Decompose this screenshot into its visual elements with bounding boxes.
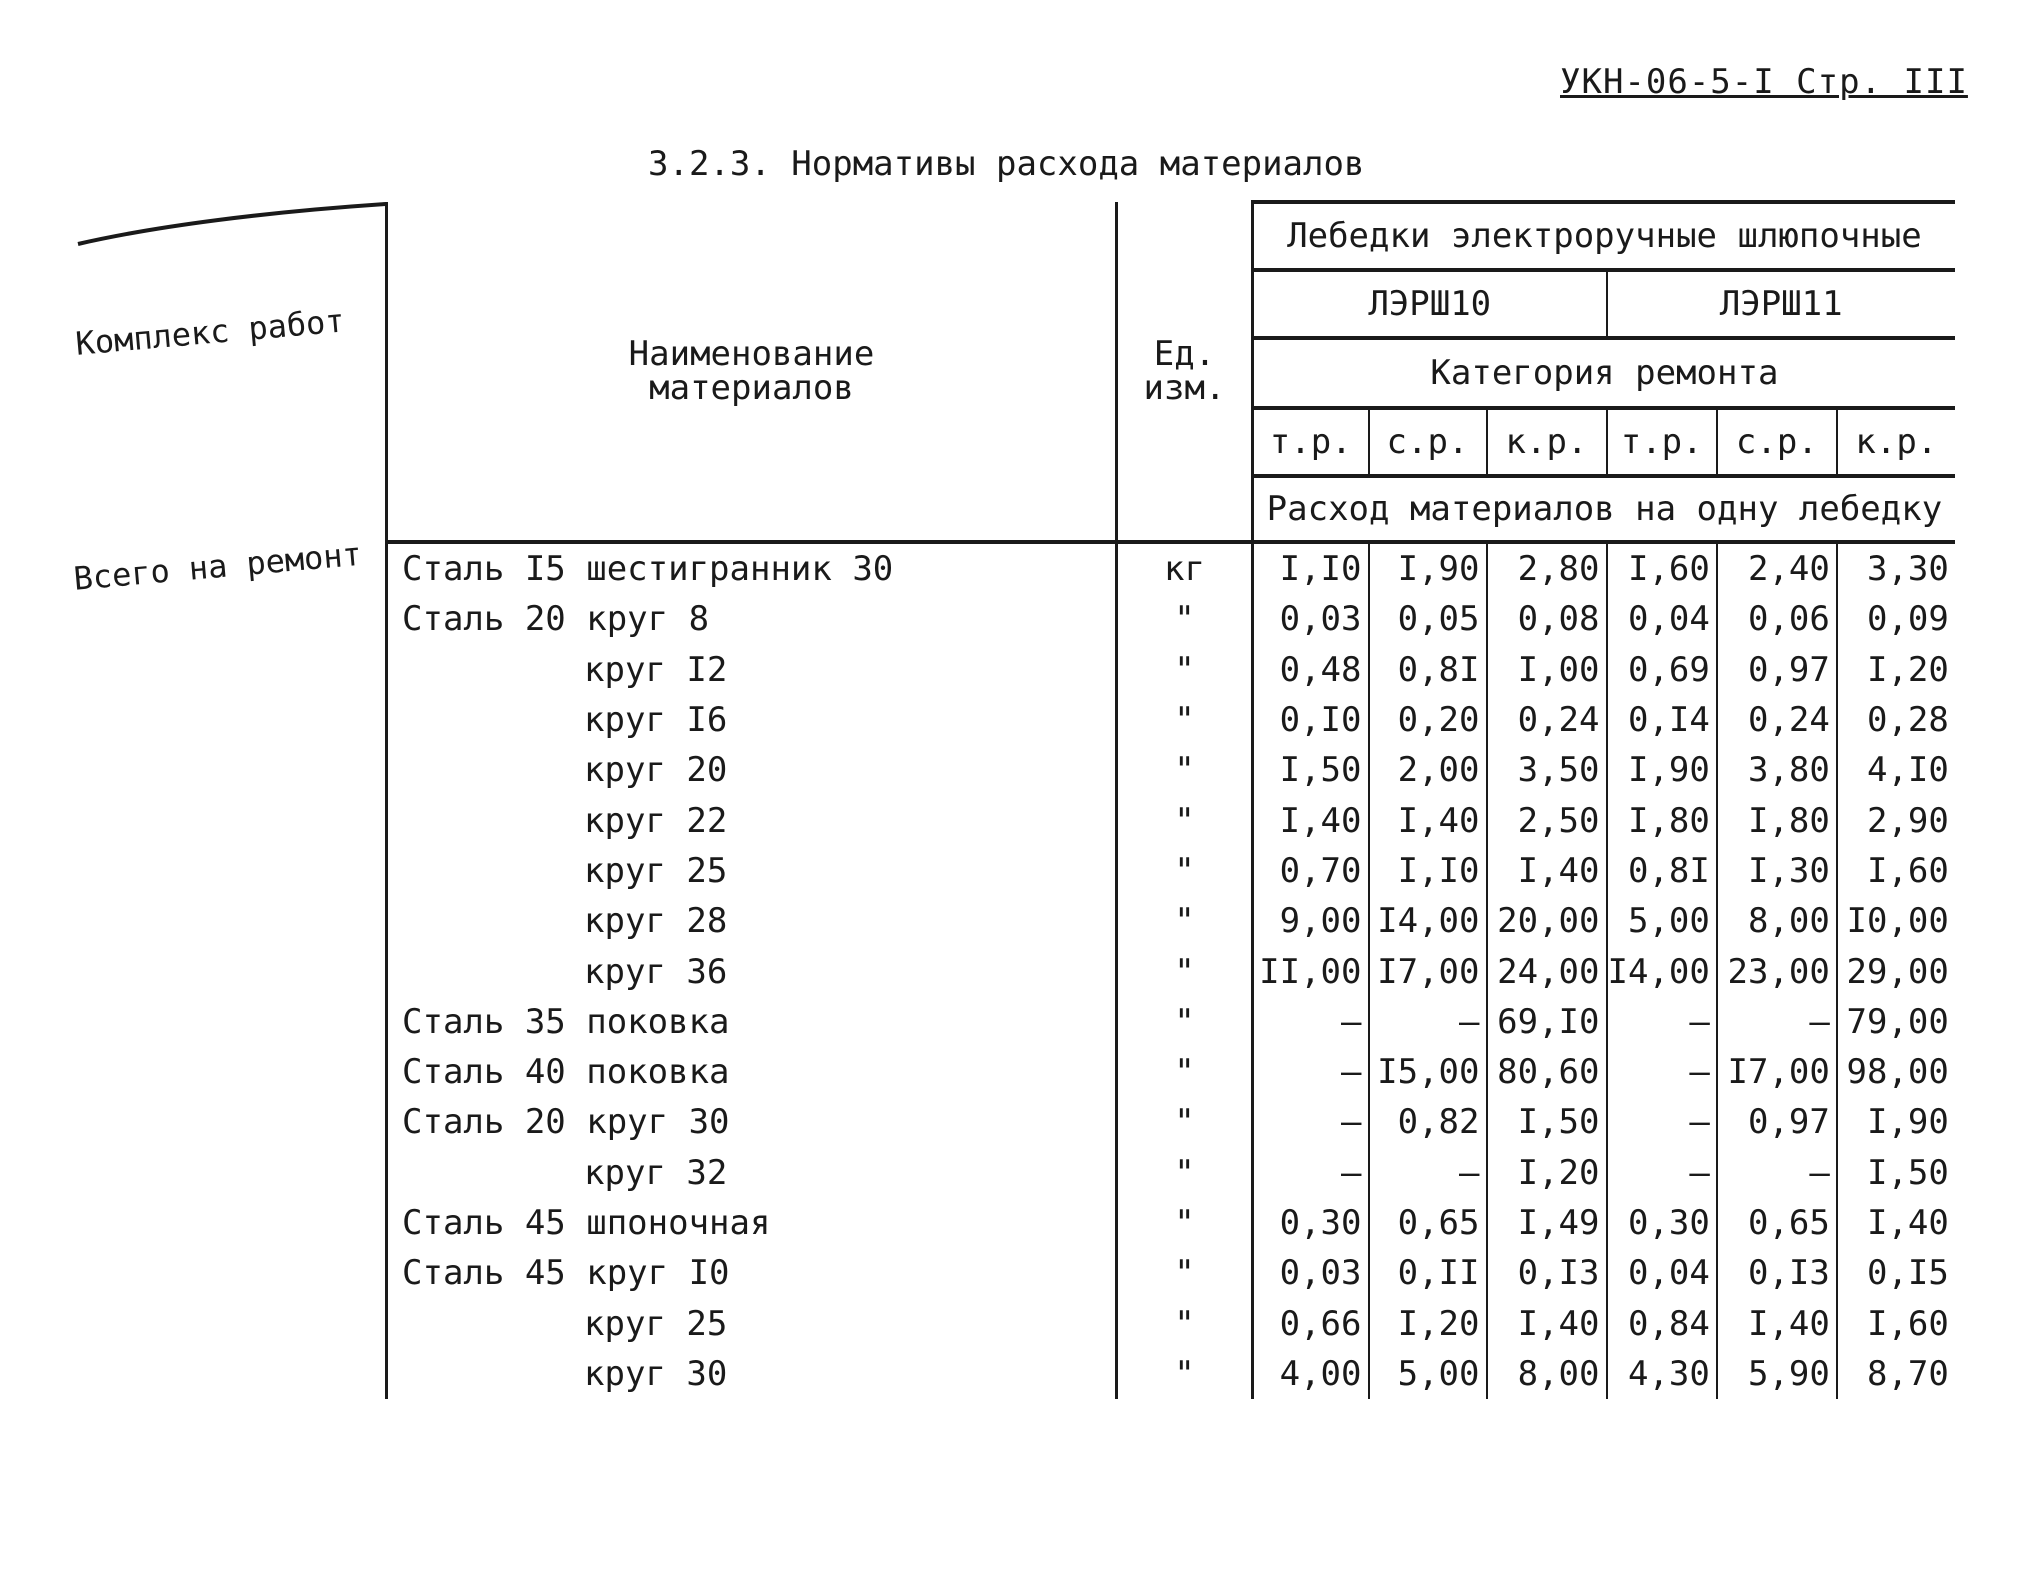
value-cell: I,I0 (1253, 542, 1369, 594)
value-cell: 23,00 (1717, 946, 1837, 996)
materials-consumption-table (385, 200, 1955, 1399)
value-cell: I,90 (1837, 1097, 1955, 1147)
value-cell: I,40 (1253, 795, 1369, 845)
value-cell: I,20 (1369, 1298, 1487, 1348)
value-cell: 0,69 (1607, 645, 1717, 695)
table-row (387, 846, 1955, 896)
value-cell: 0,65 (1717, 1198, 1837, 1248)
value-cell: 98,00 (1837, 1047, 1955, 1097)
value-cell: 2,80 (1487, 542, 1607, 594)
model-lersh11-header: ЛЭРШ11 (1607, 270, 1955, 338)
value-cell: I,90 (1369, 542, 1487, 594)
table-row (387, 745, 1955, 795)
document-title: 3.2.3. Нормативы расхода материалов (648, 144, 1365, 184)
value-cell: I,80 (1717, 795, 1837, 845)
material-name-cell: круг 30 (387, 1349, 1117, 1399)
value-cell: 0,66 (1253, 1298, 1369, 1348)
unit-cell: " (1117, 1148, 1253, 1198)
unit-cell: " (1117, 645, 1253, 695)
unit-cell: кг (1117, 542, 1253, 594)
unit-header (1117, 202, 1253, 542)
value-cell: 0,65 (1369, 1198, 1487, 1248)
complex-of-works-label: Комплекс работ (74, 301, 347, 363)
value-cell: I,60 (1607, 542, 1717, 594)
repair-category-header: Категория ремонта (1253, 338, 1955, 408)
value-cell: I4,00 (1369, 896, 1487, 946)
model-lersh10-header: ЛЭРШ10 (1253, 270, 1607, 338)
unit-cell: " (1117, 695, 1253, 745)
table-row (387, 645, 1955, 695)
value-cell: 0,I5 (1837, 1248, 1955, 1298)
material-header-line2: материалов (649, 368, 854, 408)
value-cell: 5,00 (1369, 1349, 1487, 1399)
value-cell: I,40 (1487, 1298, 1607, 1348)
value-cell: I,50 (1487, 1097, 1607, 1147)
value-cell: 8,00 (1487, 1349, 1607, 1399)
value-cell: – (1253, 997, 1369, 1047)
value-cell: II,00 (1253, 946, 1369, 996)
category-cell: т.р. (1607, 408, 1717, 476)
value-cell: 0,I4 (1607, 695, 1717, 745)
table-row (387, 997, 1955, 1047)
material-name-cell: круг I6 (387, 695, 1117, 745)
consumption-per-winch-header: Расход материалов на одну лебедку (1253, 476, 1955, 542)
value-cell: 0,08 (1487, 594, 1607, 644)
value-cell: 0,09 (1837, 594, 1955, 644)
value-cell: 5,90 (1717, 1349, 1837, 1399)
value-cell: 5,00 (1607, 896, 1717, 946)
value-cell: 2,40 (1717, 542, 1837, 594)
header-top-line (76, 198, 388, 248)
value-cell: 0,24 (1717, 695, 1837, 745)
table-row (387, 695, 1955, 745)
value-cell: 0,II (1369, 1248, 1487, 1298)
unit-cell: " (1117, 1198, 1253, 1248)
value-cell: – (1607, 1097, 1717, 1147)
material-name-cell: Сталь 20 круг 30 (387, 1097, 1117, 1147)
value-cell: I0,00 (1837, 896, 1955, 946)
value-cell: I,90 (1607, 745, 1717, 795)
unit-cell: " (1117, 1047, 1253, 1097)
value-cell: 79,00 (1837, 997, 1955, 1047)
material-name-cell: круг 36 (387, 946, 1117, 996)
value-cell: – (1369, 997, 1487, 1047)
value-cell: 0,I3 (1717, 1248, 1837, 1298)
table-row (387, 594, 1955, 644)
value-cell: – (1253, 1047, 1369, 1097)
value-cell: I7,00 (1369, 946, 1487, 996)
value-cell: 9,00 (1253, 896, 1369, 946)
value-cell: I,60 (1837, 846, 1955, 896)
value-cell: 0,20 (1369, 695, 1487, 745)
material-name-cell: Сталь 45 круг I0 (387, 1248, 1117, 1298)
value-cell: I,30 (1717, 846, 1837, 896)
value-cell: 0,03 (1253, 594, 1369, 644)
value-cell: I,50 (1837, 1148, 1955, 1198)
material-name-cell: Сталь 20 круг 8 (387, 594, 1117, 644)
value-cell: 0,97 (1717, 1097, 1837, 1147)
table-row (387, 946, 1955, 996)
material-header-line1: Наименование (628, 334, 875, 374)
page-reference: УКН-06-5-I Стр. III (1560, 62, 1968, 102)
unit-header-line2: изм. (1143, 368, 1226, 408)
value-cell: 0,04 (1607, 1248, 1717, 1298)
material-name-cell: круг 20 (387, 745, 1117, 795)
value-cell: I,80 (1607, 795, 1717, 845)
value-cell: I7,00 (1717, 1047, 1837, 1097)
material-name-cell: Сталь 35 поковка (387, 997, 1117, 1047)
unit-cell: " (1117, 594, 1253, 644)
value-cell: – (1717, 1148, 1837, 1198)
category-cell: с.р. (1717, 408, 1837, 476)
value-cell: 0,30 (1607, 1198, 1717, 1248)
value-cell: I,40 (1837, 1198, 1955, 1248)
value-cell: 20,00 (1487, 896, 1607, 946)
material-name-cell: круг 22 (387, 795, 1117, 845)
value-cell: – (1717, 997, 1837, 1047)
table-row (387, 542, 1955, 594)
table-row (387, 795, 1955, 845)
material-name-cell: Сталь 40 поковка (387, 1047, 1117, 1097)
value-cell: 2,90 (1837, 795, 1955, 845)
value-cell: I,20 (1487, 1148, 1607, 1198)
value-cell: – (1253, 1097, 1369, 1147)
unit-cell: " (1117, 1349, 1253, 1399)
unit-cell: " (1117, 896, 1253, 946)
value-cell: 0,03 (1253, 1248, 1369, 1298)
value-cell: 0,48 (1253, 645, 1369, 695)
value-cell: I5,00 (1369, 1047, 1487, 1097)
value-cell: 4,I0 (1837, 745, 1955, 795)
value-cell: 3,50 (1487, 745, 1607, 795)
value-cell: 29,00 (1837, 946, 1955, 996)
material-name-cell: круг 28 (387, 896, 1117, 946)
value-cell: I,00 (1487, 645, 1607, 695)
value-cell: 2,50 (1487, 795, 1607, 845)
table-row (387, 1248, 1955, 1298)
value-cell: I,60 (1837, 1298, 1955, 1348)
value-cell: – (1253, 1148, 1369, 1198)
value-cell: 8,70 (1837, 1349, 1955, 1399)
value-cell: I,40 (1369, 795, 1487, 845)
unit-cell: " (1117, 997, 1253, 1047)
category-cell: к.р. (1487, 408, 1607, 476)
value-cell: 0,24 (1487, 695, 1607, 745)
material-name-cell: круг 25 (387, 846, 1117, 896)
table-body (387, 542, 1955, 1399)
table-row (387, 1097, 1955, 1147)
value-cell: 0,8I (1369, 645, 1487, 695)
value-cell: I,40 (1487, 846, 1607, 896)
value-cell: I,I0 (1369, 846, 1487, 896)
value-cell: – (1607, 1148, 1717, 1198)
table-row (387, 896, 1955, 946)
value-cell: 0,30 (1253, 1198, 1369, 1248)
unit-cell: " (1117, 745, 1253, 795)
value-cell: 3,80 (1717, 745, 1837, 795)
unit-cell: " (1117, 1097, 1253, 1147)
value-cell: 24,00 (1487, 946, 1607, 996)
value-cell: 0,97 (1717, 645, 1837, 695)
value-cell: 0,05 (1369, 594, 1487, 644)
unit-cell: " (1117, 846, 1253, 896)
value-cell: 4,30 (1607, 1349, 1717, 1399)
value-cell: 2,00 (1369, 745, 1487, 795)
winch-group-header: Лебедки электроручные шлюпочные (1253, 202, 1955, 270)
value-cell: 0,I3 (1487, 1248, 1607, 1298)
category-cell: к.р. (1837, 408, 1955, 476)
value-cell: I4,00 (1607, 946, 1717, 996)
table-row (387, 1148, 1955, 1198)
value-cell: I,40 (1717, 1298, 1837, 1348)
unit-cell: " (1117, 946, 1253, 996)
value-cell: 0,8I (1607, 846, 1717, 896)
value-cell: 0,84 (1607, 1298, 1717, 1348)
value-cell: 0,04 (1607, 594, 1717, 644)
unit-header-line1: Ед. (1153, 334, 1216, 374)
category-cell: т.р. (1253, 408, 1369, 476)
material-name-cell: круг 25 (387, 1298, 1117, 1348)
material-name-header (387, 202, 1117, 542)
table-row (387, 1298, 1955, 1348)
value-cell: 0,82 (1369, 1097, 1487, 1147)
value-cell: 0,06 (1717, 594, 1837, 644)
material-name-cell: круг I2 (387, 645, 1117, 695)
total-for-repair-label: Всего на ремонт (72, 534, 364, 598)
value-cell: 4,00 (1253, 1349, 1369, 1399)
table-row (387, 1198, 1955, 1248)
value-cell: 3,30 (1837, 542, 1955, 594)
value-cell: – (1607, 997, 1717, 1047)
unit-cell: " (1117, 1298, 1253, 1348)
value-cell: 80,60 (1487, 1047, 1607, 1097)
table-row (387, 1349, 1955, 1399)
value-cell: I,20 (1837, 645, 1955, 695)
value-cell: – (1369, 1148, 1487, 1198)
category-cell: с.р. (1369, 408, 1487, 476)
table-row (387, 1047, 1955, 1097)
material-name-cell: Сталь I5 шестигранник 30 (387, 542, 1117, 594)
value-cell: 0,70 (1253, 846, 1369, 896)
material-name-cell: Сталь 45 шпоночная (387, 1198, 1117, 1248)
value-cell: I,49 (1487, 1198, 1607, 1248)
unit-cell: " (1117, 795, 1253, 845)
value-cell: I,50 (1253, 745, 1369, 795)
value-cell: 0,I0 (1253, 695, 1369, 745)
value-cell: – (1607, 1047, 1717, 1097)
unit-cell: " (1117, 1248, 1253, 1298)
material-name-cell: круг 32 (387, 1148, 1117, 1198)
value-cell: 69,I0 (1487, 997, 1607, 1047)
value-cell: 8,00 (1717, 896, 1837, 946)
value-cell: 0,28 (1837, 695, 1955, 745)
